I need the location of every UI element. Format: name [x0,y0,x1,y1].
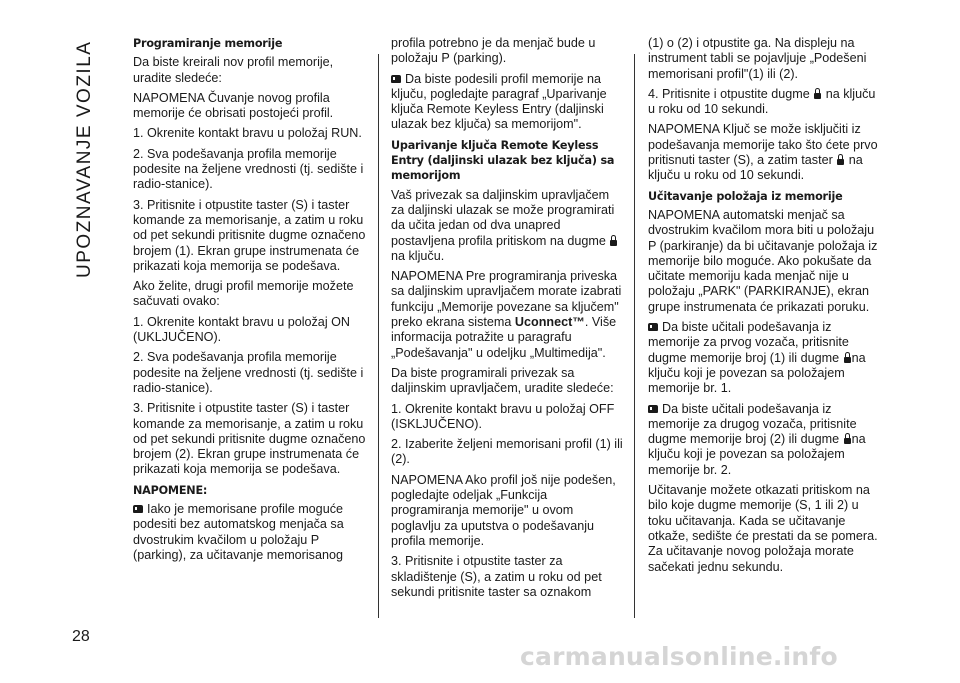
column-divider-1 [378,54,379,618]
step: 3. Pritisnite i otpustite taster za skladištenje (S), a zatim u roku od pet sekundi pritisnite taster sa oznakom [391,554,602,599]
page-number: 28 [72,628,90,645]
paragraph: Da biste programirali privezak sa daljinskim upravljačem, uradite sledeće: [391,365,614,396]
note-item: Iako je memorisane profile moguće podesiti bez automatskog menjača sa dvostrukim kvačilom u položaju P (parking), za učitavanje memorisanog [133,502,344,562]
car-icon [648,323,658,331]
column-3 [648,36,880,580]
paragraph: Učitavanje možete otkazati pritiskom na bilo koje dugme memorije (S, 1 ili 2) u toku učitavanja. Kada se učitavanje otkaže, sedište će prestati da se pomera. Za učitavanje novog položaja morate sačekati jednu sekundu. [648,483,878,574]
step: 4. Pritisnite i otpustite dugme na ključu u roku od 10 sekundi. [648,86,876,117]
lock-icon [837,159,844,165]
note-item: Da biste podesili profil memorije na ključu, pogledajte paragraf „Uparivanje ključa Remote Keyless Entry (daljinski ulazak bez ključa) sa memorijom". [391,71,607,132]
car-icon [648,405,658,413]
section-heading-memory-recall: Učitavanje položaja iz memorije [648,189,843,203]
lock-icon [844,438,851,444]
car-icon [133,505,143,513]
note-item: Da biste učitali podešavanja iz memorije za drugog vozača, pritisnite dugme memorije broj (2) ili dugme na ključu koji je povezan sa položajem memorije br. 2. [648,401,866,477]
step: 2. Sva podešavanja profila memorije podesite na željene vrednosti (tj. sedište i radio-stanice). [133,146,364,192]
note: NAPOMENA automatski menjač sa dvostrukim kvačilom mora biti u položaju P (parkiranje) da bi učitavanje položaja iz memorije bilo moguće. Ako pokušate da učitate memoriju kada menjač nije u položaju „PARK" (PARKIRANJE), ekran grupe instrumenata će prikazati poruku. [648,207,878,314]
step: 1. Okrenite kontakt bravu u položaj ON (UKLJUČENO). [133,314,351,345]
section-heading-memory-programming: Programiranje memorije [133,37,283,50]
note: NAPOMENA Ključ se može isključiti iz podešavanja memorije tako što ćete prvo pritisnuti taster (S), a zatim taster na ključu u roku od 10 sekundi. [648,122,878,183]
column-1 [133,36,367,568]
paragraph: (1) o (2) i otpustite ga. Na displeju na instrument tabli se pojavljuje „Podešeni memorisani profil"(1) ili (2). [648,36,867,81]
paragraph: Vaš privezak sa daljinskim upravljačem za daljinski ulazak se može programirati da učita jedan od dva unapred postavljena profila pritiskom na dugme na ključu. [391,188,623,264]
car-icon [391,75,401,83]
chapter-title: UPOZNAVANJE VOZILA [74,40,95,278]
lock-icon [610,240,617,246]
step: 1. Okrenite kontakt bravu u položaj OFF (ISKLJUČENO). [391,401,615,431]
step: 2. Sva podešavanja profila memorije podesite na željene vrednosti (tj. sedište i radio-stanice). [133,350,364,395]
step: 2. Izaberite željeni memorisani profil (1) ili (2). [391,437,623,467]
note: NAPOMENA Pre programiranja priveska sa daljinskim upravljačem morate izabrati funkciju „Memorije povezane sa ključem" preko ekrana sistema Uconnect™. Više informacija potražite u paragrafu „Podešavanja" u odeljku „Multimedija". [391,269,622,360]
column-divider-2 [634,54,635,618]
step: 3. Pritisnite i otpustite taster (S) i taster komande za memorisanje, a zatim u roku od pet sekundi pritisnite dugme označeno brojem (2). Ekran grupe instrumenata će prikazati koja memorija se podešava. [133,401,366,477]
lock-icon [814,93,821,99]
step: 3. Pritisnite i otpustite taster (S) i taster komande za memorisanje, a zatim u roku od pet sekundi pritisnite dugme označeno brojem (1). Ekran grupe instrumenata će prikazati koja memorija se podešava. [133,197,366,273]
watermark: carmanualsonline.info [520,642,838,671]
paragraph: profila potrebno je da menjač bude u položaju P (parking). [391,36,596,66]
note: NAPOMENA Ako profil još nije podešen, pogledajte odeljak „Funkcija programiranja memorije" u ovom poglavlju za uputstva o podešavanju profila memorije. [391,472,616,548]
section-heading-key-pairing: Uparivanje ključa Remote Keyless Entry (daljinski ulazak bez ključa) sa memorijom [391,138,615,183]
paragraph: Ako želite, drugi profil memorije možete sačuvati ovako: [133,279,354,309]
step: 1. Okrenite kontakt bravu u položaj RUN. [133,126,362,141]
notes-heading: NAPOMENE: [133,483,208,497]
paragraph: Da biste kreirali nov profil memorije, uradite sledeće: [133,55,334,85]
note-item: Da biste učitali podešavanja iz memorije za prvog vozača, pritisnite dugme memorije broj (1) ili dugme na ključu koji je povezan sa položajem memorije br. 1. [648,320,866,396]
note: NAPOMENA Čuvanje novog profila memorije će obrisati postojeći profil. [133,90,334,121]
column-2 [391,36,623,605]
lock-icon [844,357,851,363]
